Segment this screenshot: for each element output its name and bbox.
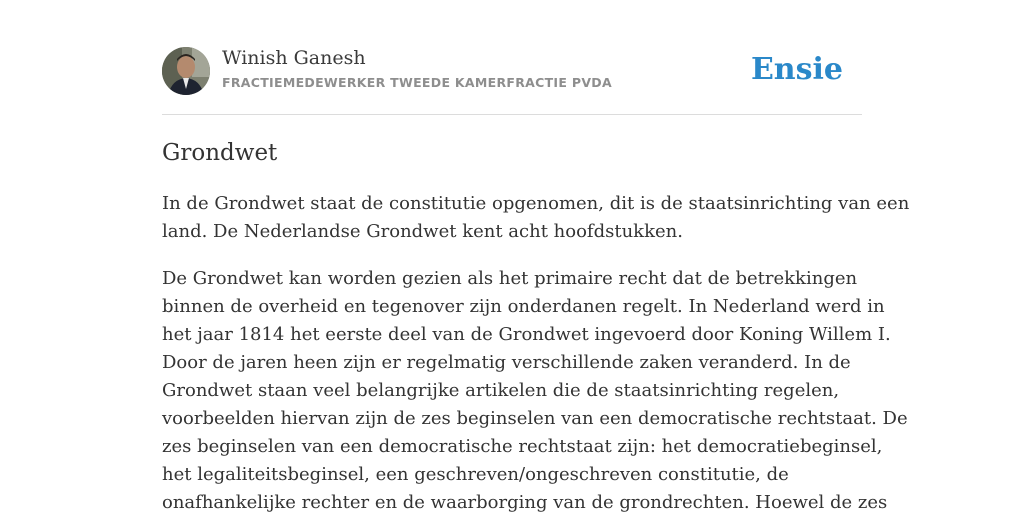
- paragraph-line: onafhankelijke rechter en de waarborging van de grondrechten. Hoewel de zes: [162, 492, 888, 513]
- avatar-photo: [162, 47, 210, 95]
- paragraph-line: Grondwet staan veel belangrijke artikelen die de staatsinrichting regelen,: [162, 380, 840, 401]
- author-header: [162, 46, 862, 115]
- paragraph-line: het jaar 1814 het eerste deel van de Grondwet ingevoerd door Koning Willem I.: [162, 324, 891, 345]
- paragraph-line: binnen de overheid en tegenover zijn onderdanen regelt. In Nederland werd in: [162, 296, 885, 317]
- paragraph-line: het legaliteitsbeginsel, een geschreven/ongeschreven constitutie, de: [162, 464, 789, 485]
- paragraph-line: In de Grondwet staat de constitutie opgenomen, dit is de staatsinrichting van een: [162, 193, 910, 214]
- article-title: Grondwet: [162, 140, 278, 166]
- author-name[interactable]: Winish Ganesh: [222, 47, 366, 69]
- paragraph-line: Door de jaren heen zijn er regelmatig verschillende zaken veranderd. In de: [162, 352, 851, 373]
- paragraph-line: land. De Nederlandse Grondwet kent acht hoofdstukken.: [162, 221, 683, 242]
- article-paragraph-2: [162, 265, 908, 517]
- author-role: FRACTIEMEDEWERKER TWEEDE KAMERFRACTIE PVDA: [222, 75, 612, 90]
- paragraph-line: voorbeelden hiervan zijn de zes beginselen van een democratische rechtstaat. De: [162, 408, 908, 429]
- ensie-logo[interactable]: Ensie: [750, 52, 843, 87]
- author-avatar[interactable]: [162, 47, 210, 95]
- paragraph-line: De Grondwet kan worden gezien als het primaire recht dat de betrekkingen: [162, 268, 858, 289]
- article-paragraph-1: [162, 190, 910, 246]
- paragraph-line: zes beginselen van een democratische rechtstaat zijn: het democratiebeginsel,: [162, 436, 883, 457]
